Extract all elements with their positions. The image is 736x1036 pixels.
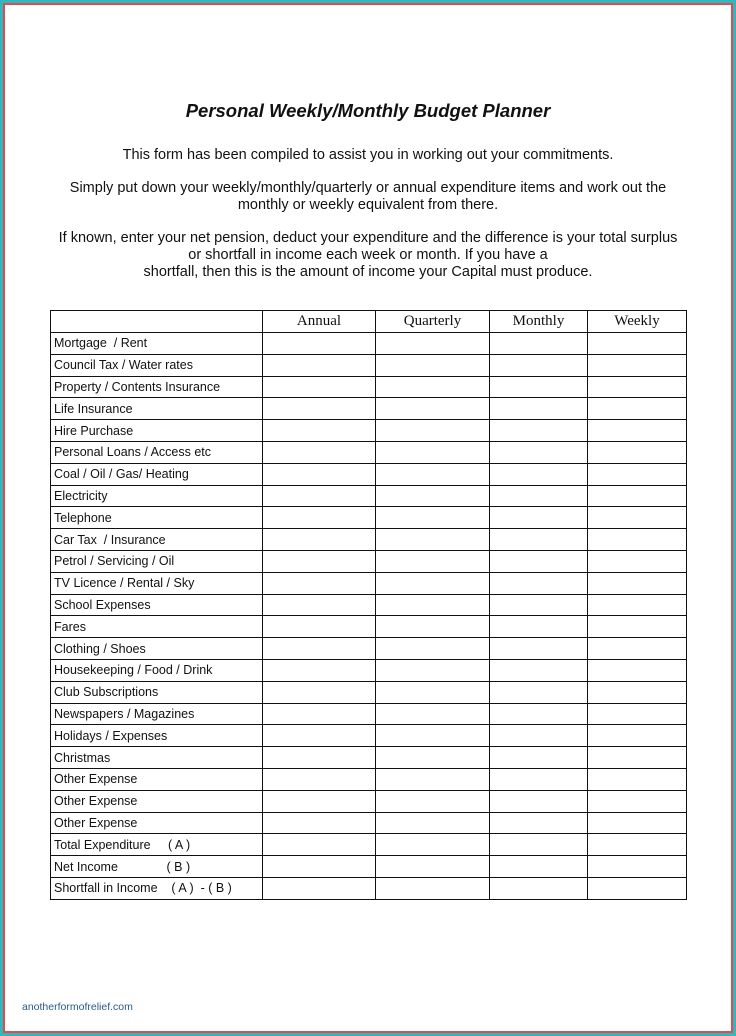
entry-cell-monthly[interactable] (490, 790, 588, 812)
entry-cell-monthly[interactable] (490, 812, 588, 834)
entry-cell-quarterly[interactable] (376, 681, 490, 703)
intro-paragraph-3 (40, 230, 696, 281)
row-label: Other Expense (51, 790, 263, 812)
table-row (51, 834, 687, 856)
table-row (51, 441, 687, 463)
row-label: Personal Loans / Access etc (51, 441, 263, 463)
entry-cell-monthly[interactable] (490, 616, 588, 638)
column-header-quarterly: Quarterly (376, 311, 490, 333)
row-label: Net Income ( B ) (51, 856, 263, 878)
intro-line: or shortfall in income each week or month. If you have a (188, 247, 548, 263)
entry-cell-quarterly[interactable] (376, 812, 490, 834)
entry-cell-weekly[interactable] (588, 790, 687, 812)
column-header-monthly: Monthly (490, 311, 588, 333)
entry-cell-monthly[interactable] (490, 507, 588, 529)
row-label: Council Tax / Water rates (51, 354, 263, 376)
table-row (51, 398, 687, 420)
entry-cell-annual[interactable] (263, 485, 376, 507)
entry-cell-quarterly[interactable] (376, 398, 490, 420)
entry-cell-annual[interactable] (263, 572, 376, 594)
row-label: Life Insurance (51, 398, 263, 420)
row-label: Telephone (51, 507, 263, 529)
entry-cell-monthly[interactable] (490, 747, 588, 769)
row-label: Club Subscriptions (51, 681, 263, 703)
row-label: Christmas (51, 747, 263, 769)
table-body (51, 333, 687, 900)
table-row (51, 877, 687, 899)
entry-cell-weekly[interactable] (588, 659, 687, 681)
entry-cell-quarterly[interactable] (376, 747, 490, 769)
intro-line: If known, enter your net pension, deduct your expenditure and the difference is your total surplus (58, 230, 678, 246)
row-label: Electricity (51, 485, 263, 507)
entry-cell-weekly[interactable] (588, 485, 687, 507)
entry-cell-quarterly[interactable] (376, 725, 490, 747)
entry-cell-weekly[interactable] (588, 441, 687, 463)
entry-cell-monthly[interactable] (490, 768, 588, 790)
entry-cell-quarterly[interactable] (376, 790, 490, 812)
entry-cell-quarterly[interactable] (376, 463, 490, 485)
table-row (51, 703, 687, 725)
column-header-annual: Annual (263, 311, 376, 333)
entry-cell-weekly[interactable] (588, 507, 687, 529)
entry-cell-monthly[interactable] (490, 572, 588, 594)
entry-cell-annual[interactable] (263, 790, 376, 812)
entry-cell-quarterly[interactable] (376, 354, 490, 376)
entry-cell-quarterly[interactable] (376, 703, 490, 725)
entry-cell-weekly[interactable] (588, 768, 687, 790)
table-row (51, 572, 687, 594)
entry-cell-quarterly[interactable] (376, 529, 490, 551)
entry-cell-monthly[interactable] (490, 376, 588, 398)
entry-cell-annual[interactable] (263, 877, 376, 899)
entry-cell-quarterly[interactable] (376, 507, 490, 529)
entry-cell-annual[interactable] (263, 376, 376, 398)
row-label: Other Expense (51, 768, 263, 790)
table-row (51, 856, 687, 878)
entry-cell-annual[interactable] (263, 594, 376, 616)
entry-cell-annual[interactable] (263, 638, 376, 660)
entry-cell-quarterly[interactable] (376, 768, 490, 790)
entry-cell-annual[interactable] (263, 550, 376, 572)
entry-cell-annual[interactable] (263, 659, 376, 681)
entry-cell-weekly[interactable] (588, 616, 687, 638)
entry-cell-annual[interactable] (263, 725, 376, 747)
entry-cell-weekly[interactable] (588, 877, 687, 899)
intro-line: monthly or weekly equivalent from there. (237, 197, 499, 213)
entry-cell-weekly[interactable] (588, 681, 687, 703)
entry-cell-quarterly[interactable] (376, 834, 490, 856)
row-label: Coal / Oil / Gas/ Heating (51, 463, 263, 485)
entry-cell-monthly[interactable] (490, 354, 588, 376)
entry-cell-monthly[interactable] (490, 529, 588, 551)
entry-cell-monthly[interactable] (490, 550, 588, 572)
entry-cell-quarterly[interactable] (376, 856, 490, 878)
entry-cell-weekly[interactable] (588, 354, 687, 376)
entry-cell-annual[interactable] (263, 834, 376, 856)
entry-cell-quarterly[interactable] (376, 333, 490, 355)
entry-cell-weekly[interactable] (588, 529, 687, 551)
table-row (51, 659, 687, 681)
entry-cell-monthly[interactable] (490, 725, 588, 747)
footer-watermark: anotherformofrelief.com (22, 1001, 133, 1013)
entry-cell-annual[interactable] (263, 420, 376, 442)
entry-cell-quarterly[interactable] (376, 877, 490, 899)
table-row (51, 768, 687, 790)
entry-cell-weekly[interactable] (588, 550, 687, 572)
row-label: Clothing / Shoes (51, 638, 263, 660)
row-label: Fares (51, 616, 263, 638)
row-label: Other Expense (51, 812, 263, 834)
intro-paragraph-2 (40, 180, 696, 214)
entry-cell-monthly[interactable] (490, 333, 588, 355)
table-header-row (51, 311, 687, 333)
entry-cell-annual[interactable] (263, 681, 376, 703)
entry-cell-weekly[interactable] (588, 703, 687, 725)
entry-cell-monthly[interactable] (490, 681, 588, 703)
entry-cell-quarterly[interactable] (376, 485, 490, 507)
column-header-item (51, 311, 263, 333)
entry-cell-annual[interactable] (263, 747, 376, 769)
entry-cell-annual[interactable] (263, 529, 376, 551)
entry-cell-annual[interactable] (263, 354, 376, 376)
entry-cell-monthly[interactable] (490, 485, 588, 507)
intro-line: shortfall, then this is the amount of income your Capital must produce. (143, 264, 593, 280)
table-row (51, 485, 687, 507)
entry-cell-weekly[interactable] (588, 834, 687, 856)
row-label: Car Tax / Insurance (51, 529, 263, 551)
entry-cell-monthly[interactable] (490, 441, 588, 463)
table-row (51, 812, 687, 834)
entry-cell-quarterly[interactable] (376, 550, 490, 572)
entry-cell-annual[interactable] (263, 768, 376, 790)
entry-cell-weekly[interactable] (588, 812, 687, 834)
entry-cell-weekly[interactable] (588, 420, 687, 442)
entry-cell-annual[interactable] (263, 463, 376, 485)
table-row (51, 529, 687, 551)
row-label: Hire Purchase (51, 420, 263, 442)
entry-cell-monthly[interactable] (490, 638, 588, 660)
row-label: Property / Contents Insurance (51, 376, 263, 398)
entry-cell-annual[interactable] (263, 398, 376, 420)
row-label: Mortgage / Rent (51, 333, 263, 355)
table-row (51, 550, 687, 572)
intro-line: This form has been compiled to assist you in working out your commitments. (122, 147, 614, 163)
entry-cell-quarterly[interactable] (376, 594, 490, 616)
entry-cell-annual[interactable] (263, 507, 376, 529)
entry-cell-monthly[interactable] (490, 659, 588, 681)
entry-cell-quarterly[interactable] (376, 420, 490, 442)
entry-cell-annual[interactable] (263, 441, 376, 463)
document-title: Personal Weekly/Monthly Budget Planner (185, 100, 551, 121)
entry-cell-quarterly[interactable] (376, 638, 490, 660)
row-label: Newspapers / Magazines (51, 703, 263, 725)
intro-line: Simply put down your weekly/monthly/quarterly or annual expenditure items and work out the (69, 180, 667, 196)
column-header-weekly: Weekly (588, 311, 687, 333)
entry-cell-weekly[interactable] (588, 725, 687, 747)
table-row (51, 725, 687, 747)
table-row (51, 354, 687, 376)
intro-paragraph-1 (40, 147, 696, 164)
row-label: Housekeeping / Food / Drink (51, 659, 263, 681)
table-row (51, 594, 687, 616)
entry-cell-quarterly[interactable] (376, 659, 490, 681)
entry-cell-monthly[interactable] (490, 834, 588, 856)
entry-cell-annual[interactable] (263, 616, 376, 638)
table-row (51, 681, 687, 703)
table-row (51, 790, 687, 812)
entry-cell-weekly[interactable] (588, 638, 687, 660)
entry-cell-weekly[interactable] (588, 398, 687, 420)
row-label: Total Expenditure ( A ) (51, 834, 263, 856)
budget-table (50, 310, 687, 900)
entry-cell-quarterly[interactable] (376, 616, 490, 638)
entry-cell-monthly[interactable] (490, 594, 588, 616)
entry-cell-monthly[interactable] (490, 420, 588, 442)
row-label: Petrol / Servicing / Oil (51, 550, 263, 572)
row-label: TV Licence / Rental / Sky (51, 572, 263, 594)
entry-cell-monthly[interactable] (490, 398, 588, 420)
entry-cell-monthly[interactable] (490, 877, 588, 899)
entry-cell-weekly[interactable] (588, 594, 687, 616)
entry-cell-quarterly[interactable] (376, 572, 490, 594)
row-label: Shortfall in Income ( A ) - ( B ) (51, 877, 263, 899)
entry-cell-quarterly[interactable] (376, 441, 490, 463)
entry-cell-weekly[interactable] (588, 463, 687, 485)
entry-cell-annual[interactable] (263, 812, 376, 834)
entry-cell-annual[interactable] (263, 856, 376, 878)
entry-cell-monthly[interactable] (490, 856, 588, 878)
entry-cell-annual[interactable] (263, 703, 376, 725)
entry-cell-monthly[interactable] (490, 463, 588, 485)
entry-cell-weekly[interactable] (588, 572, 687, 594)
table-row (51, 638, 687, 660)
entry-cell-monthly[interactable] (490, 703, 588, 725)
entry-cell-weekly[interactable] (588, 333, 687, 355)
table-row (51, 507, 687, 529)
table-row (51, 616, 687, 638)
table-row (51, 420, 687, 442)
table-row (51, 463, 687, 485)
entry-cell-weekly[interactable] (588, 747, 687, 769)
entry-cell-weekly[interactable] (588, 376, 687, 398)
entry-cell-quarterly[interactable] (376, 376, 490, 398)
table-row (51, 333, 687, 355)
table-row (51, 747, 687, 769)
table-row (51, 376, 687, 398)
row-label: Holidays / Expenses (51, 725, 263, 747)
entry-cell-annual[interactable] (263, 333, 376, 355)
entry-cell-weekly[interactable] (588, 856, 687, 878)
row-label: School Expenses (51, 594, 263, 616)
